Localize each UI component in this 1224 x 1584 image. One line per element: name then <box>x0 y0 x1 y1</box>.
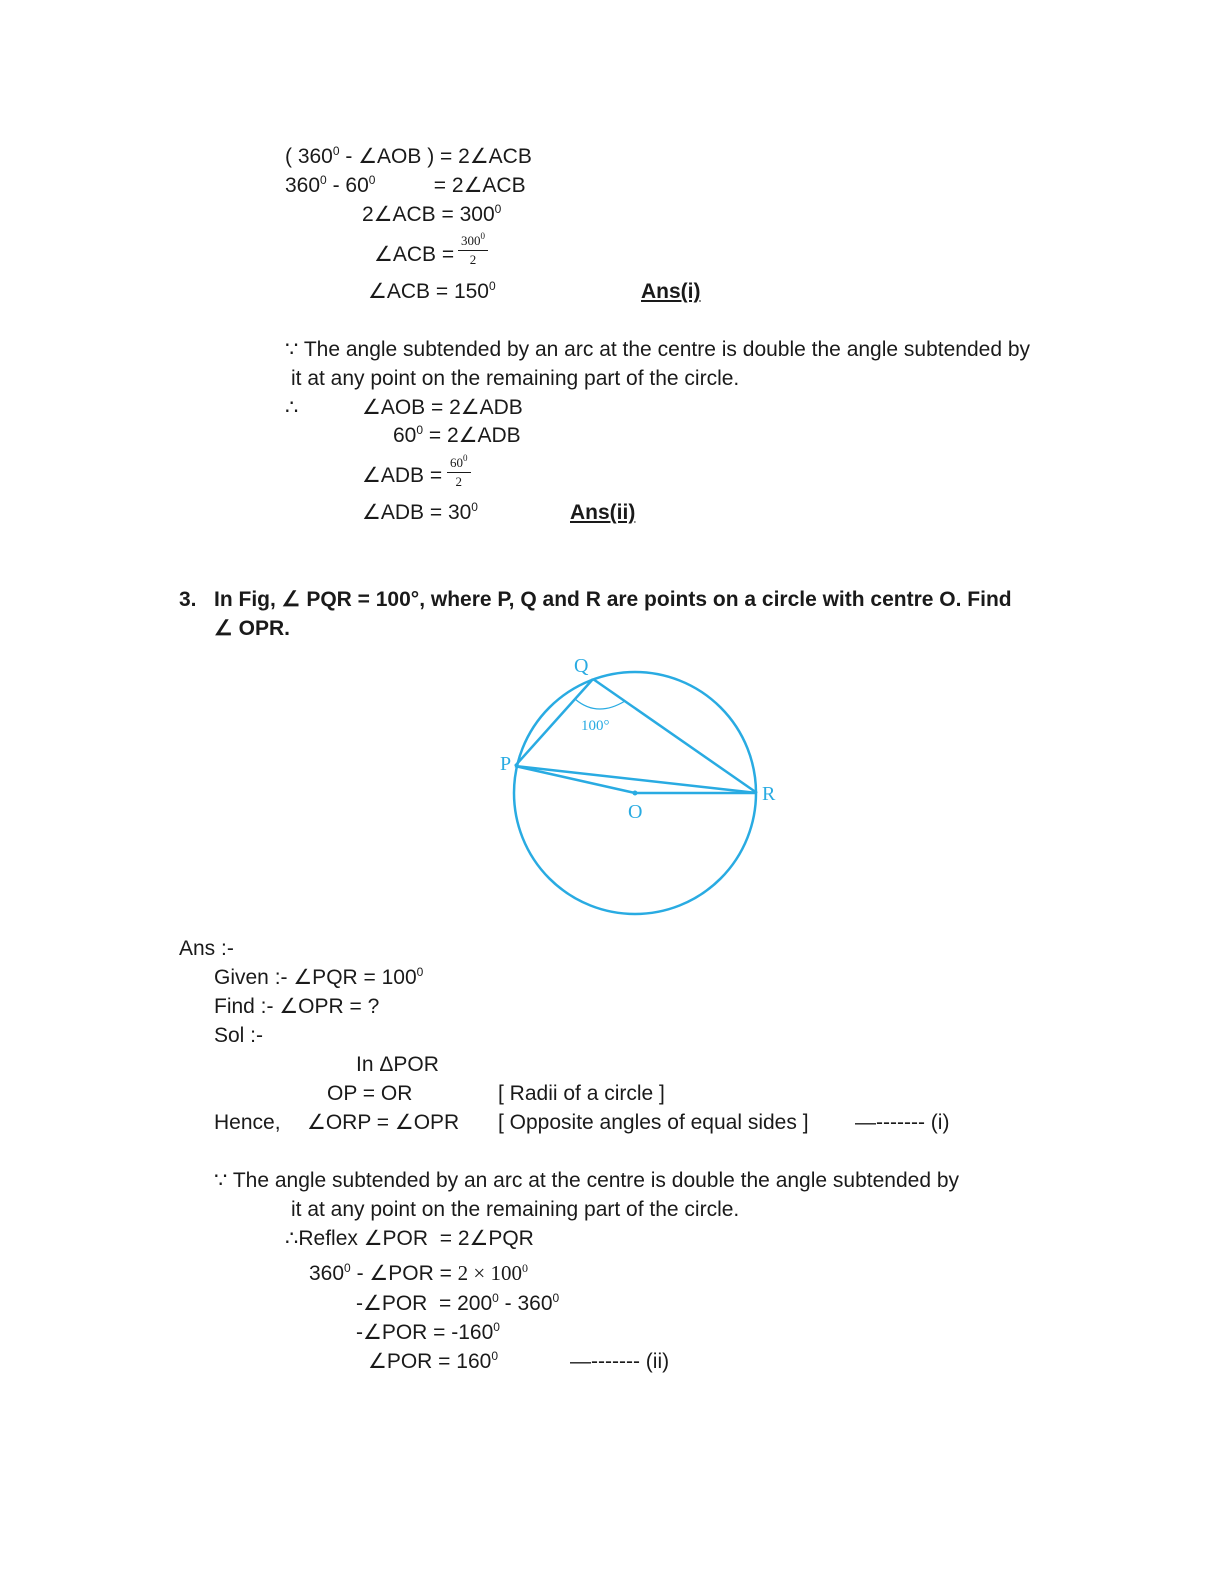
eq-line: ∠ADB = $30^0$ <box>362 500 478 524</box>
eq-line: ( $360^0$ - ∠AOB ) = 2∠ACB <box>285 144 532 168</box>
theorem-text: ∵ The angle subtended by an arc at the centre is double the angle subtended by <box>214 1169 960 1192</box>
angle-arc <box>575 699 625 709</box>
eq-line: ∠ACB = <box>374 243 460 266</box>
eq-line: -∠POR = $200^0 - 360^0$ <box>356 1291 560 1315</box>
question-text: ∠ OPR. <box>214 617 291 640</box>
theorem-text: it at any point on the remaining part of the circle. <box>291 367 740 390</box>
label-r: R <box>762 783 776 805</box>
theorem-text: ∵ The angle subtended by an arc at the centre is double the angle subtended by <box>285 338 1031 361</box>
eq-line: ∠ACB = $150^0$ <box>368 279 496 303</box>
segment-po <box>515 766 635 793</box>
eq-line: ∴Reflex ∠POR = 2∠PQR <box>285 1227 534 1250</box>
segment-qr <box>593 679 757 793</box>
eq-line: $60^0$ = 2∠ADB <box>393 423 521 447</box>
answer-label: Ans(i) <box>641 280 701 303</box>
eq-line: ∠AOB = 2∠ADB <box>362 396 523 419</box>
eq-line: $360^0 - 60^0$ = 2∠ACB <box>285 173 526 197</box>
eq-line: ∠POR = $160^0$ <box>368 1349 498 1373</box>
label-o: O <box>628 801 643 823</box>
label-angle: 100° <box>581 718 610 734</box>
triangle-line: In ΔPOR <box>356 1053 439 1076</box>
sol-label: Sol :- <box>214 1024 264 1047</box>
equation-ref: —------- (i) <box>855 1111 950 1134</box>
answer-heading: Ans :- <box>179 937 234 960</box>
reason-text: [ Opposite angles of equal sides ] <box>498 1111 809 1134</box>
eq-line: $360^0$ - ∠POR = $2 \times 100^0$ <box>309 1261 529 1285</box>
answer-label: Ans(ii) <box>570 501 636 524</box>
question-text: In Fig, ∠ PQR = 100°, where P, Q and R are points on a circle with centre O. Find <box>214 588 1012 611</box>
hence-label: Hence, <box>214 1111 281 1134</box>
eq-line: ∠ORP = ∠OPR <box>307 1111 460 1134</box>
given-line: Given :- ∠PQR = $100^0$ <box>214 965 424 989</box>
eq-line: OP = OR <box>327 1082 413 1105</box>
find-line: Find :- ∠OPR = ? <box>214 995 380 1018</box>
label-p: P <box>500 753 512 775</box>
therefore-symbol: ∴ <box>285 396 299 419</box>
reason-text: [ Radii of a circle ] <box>498 1082 665 1105</box>
question-number: 3. <box>179 588 197 611</box>
equation-ref: —------- (ii) <box>570 1350 670 1373</box>
fraction: $\frac{300^0}{2}$ <box>458 233 488 268</box>
centre-point <box>633 791 638 796</box>
label-q: Q <box>574 655 589 677</box>
eq-line: -∠POR = $-160^0$ <box>356 1320 500 1344</box>
eq-line: 2∠ACB = $300^0$ <box>362 202 502 226</box>
eq-line: ∠ADB = <box>362 464 448 487</box>
theorem-text: it at any point on the remaining part of the circle. <box>291 1198 740 1221</box>
fraction: $\frac{60^0}{2}$ <box>447 455 471 490</box>
segment-pr <box>515 766 757 793</box>
